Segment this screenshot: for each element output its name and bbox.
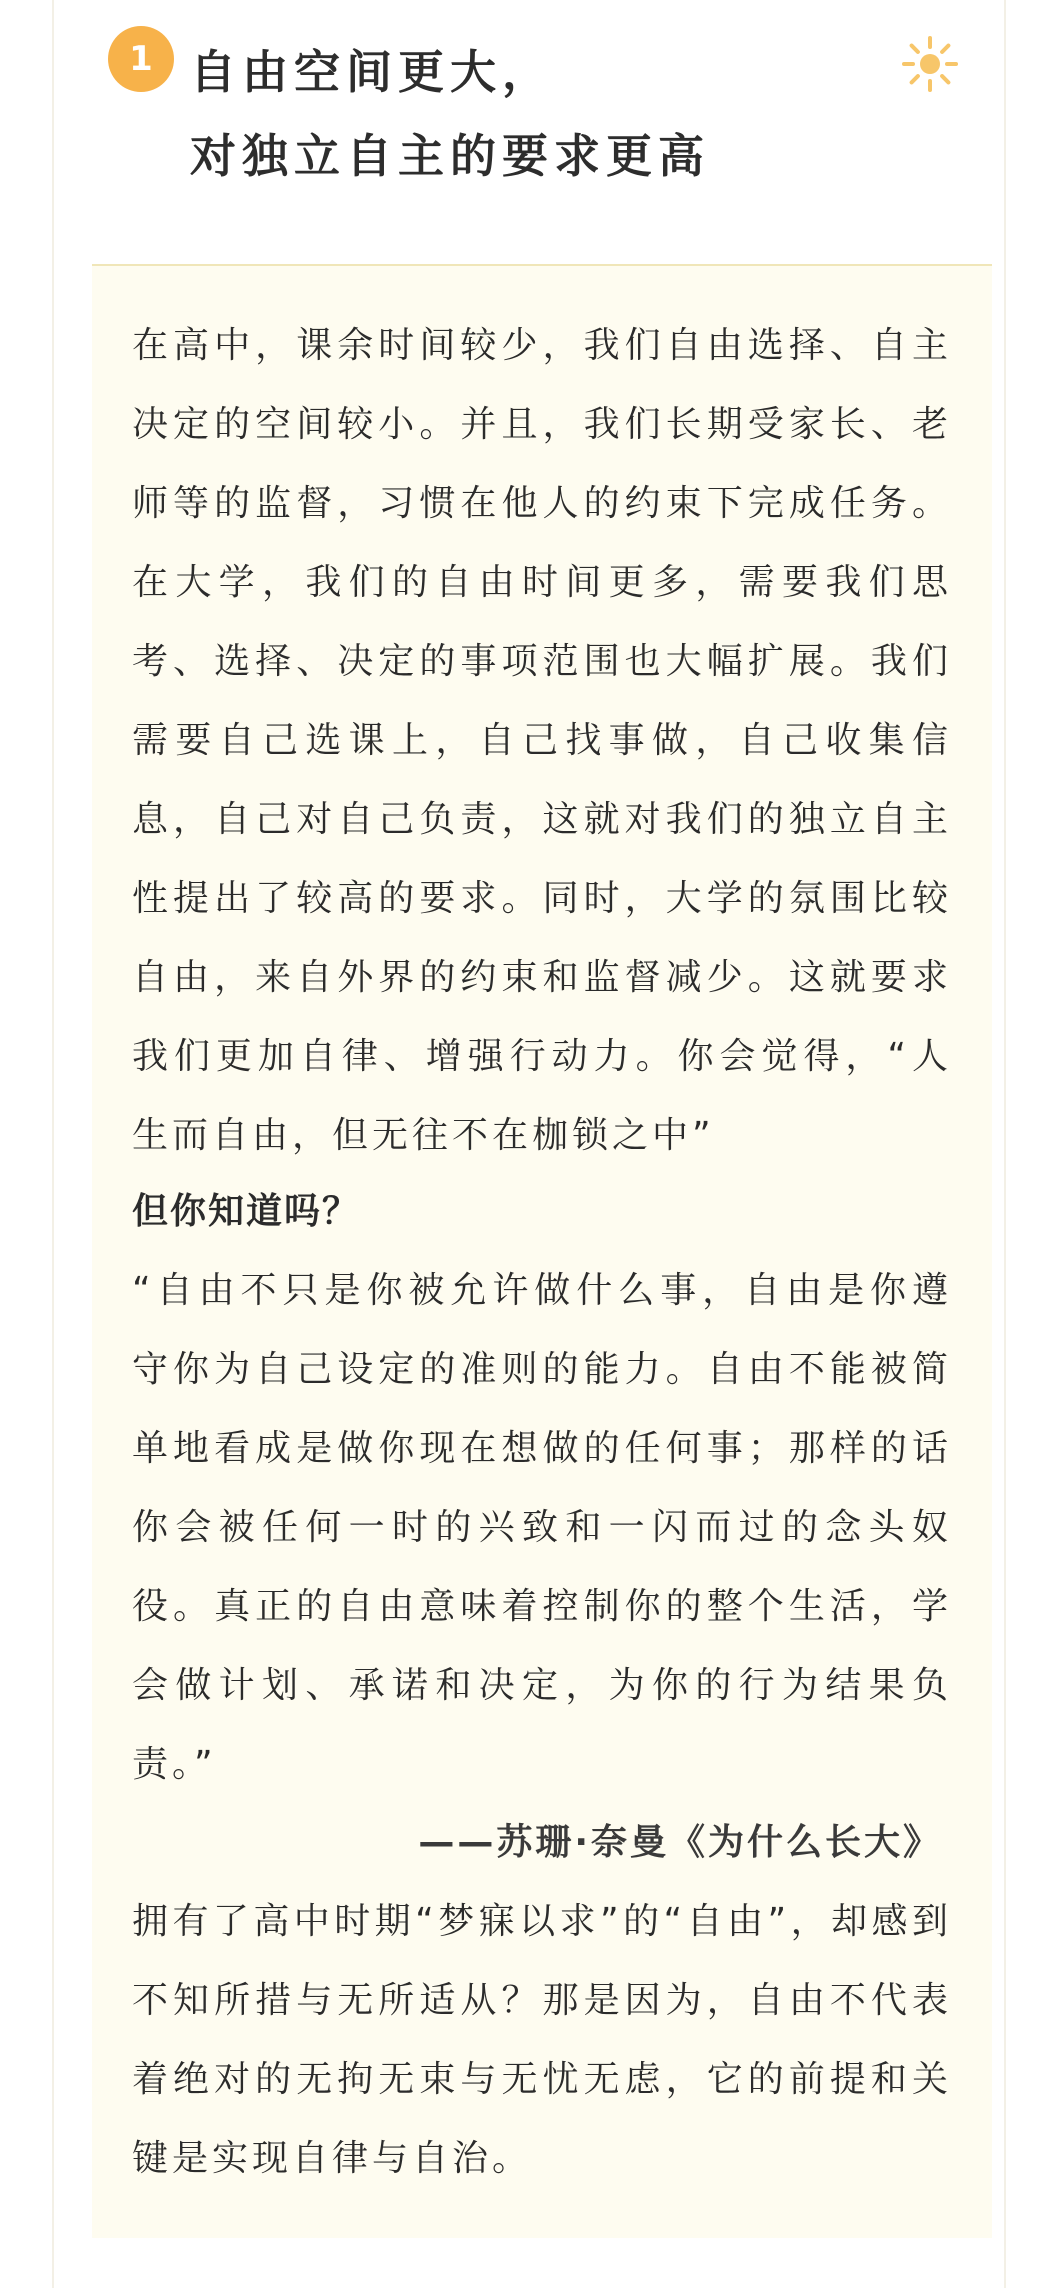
left-border-line: [52, 0, 54, 2288]
question-heading: 但你知道吗？: [132, 1191, 361, 1232]
quote-paragraph: “自由不只是你被允许做什么事，自由是你遵守你为自己设定的准则的能力。自由不能被简单地看成是做你现在想做的任何事；那样的话你会被任何一时的兴致和一闪而过的念头奴役。真正的自由意味着控制你的整个生活，学会做计划、承诺和决定，为你的行为结果负责。”: [132, 1270, 952, 1785]
section-title-line1: 自由空间更大，: [190, 45, 554, 99]
sun-icon: [900, 34, 960, 94]
section-number-badge: 1: [108, 26, 174, 92]
section-title: [190, 30, 710, 198]
section-header: [0, 0, 1058, 262]
quote-attribution: ——苏珊·奈曼《为什么长大》: [418, 1822, 942, 1863]
section-title-line2: 对独立自主的要求更高: [190, 129, 710, 183]
paragraph-1: 在高中，课余时间较少，我们自由选择、自主决定的空间较小。并且，我们长期受家长、老师等的监督，习惯在他人的约束下完成任务。在大学，我们的自由时间更多，需要我们思考、选择、决定的事项范围也大幅扩展。我们需要自己选课上，自己找事做，自己收集信息，自己对自己负责，这就对我们的独立自主性提出了较高的要求。同时，大学的氛围比较自由，来自外界的约束和监督减少。这就要求我们更加自律、增强行动力。你会觉得，“人生而自由，但无往不在枷锁之中”: [132, 325, 952, 1156]
paragraph-3: 拥有了高中时期“梦寐以求”的“自由”，却感到不知所措与无所适从？那是因为，自由不代表着绝对的无拘无束与无忧无虑，它的前提和关键是实现自律与自治。: [132, 1901, 952, 2179]
right-border-line: [1004, 0, 1006, 2288]
